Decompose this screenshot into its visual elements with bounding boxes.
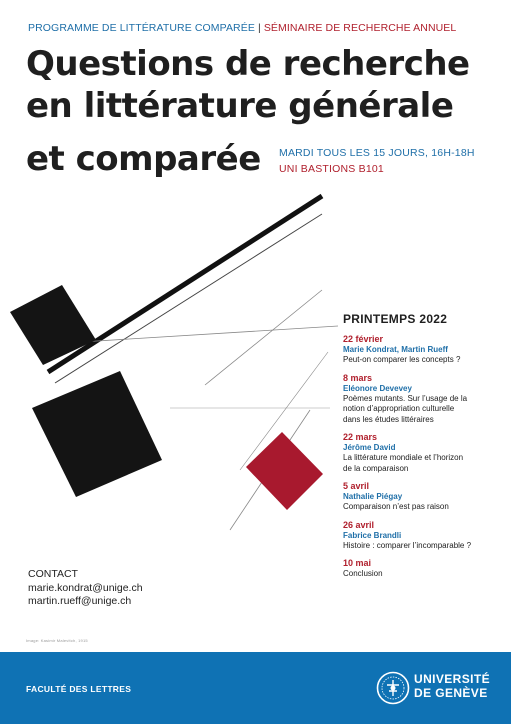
university-name xyxy=(414,672,490,700)
title-line-3: et comparée xyxy=(26,139,261,179)
university-seal-icon xyxy=(376,671,410,705)
header-separator: | xyxy=(257,22,261,34)
session-topic: Peut-on comparer les concepts ? xyxy=(343,355,461,364)
session-topic: La littérature mondiale et l’horizon xyxy=(343,453,464,462)
session-item xyxy=(343,334,503,366)
session-speaker: Eléonore Devevey xyxy=(343,383,412,393)
contact-email-2[interactable]: martin.rueff@unige.ch xyxy=(28,595,132,607)
artwork-thick-diagonal xyxy=(48,196,322,372)
session-date: 8 mars xyxy=(343,372,373,383)
university-name-line-2: DE GENÈVE xyxy=(414,686,488,700)
artwork-black-square-large xyxy=(32,371,162,497)
session-date: 22 mars xyxy=(343,432,378,442)
artwork-thin-diagonal-1 xyxy=(55,214,322,383)
session-topic: Histoire : comparer l’incomparable ? xyxy=(343,540,472,550)
title-line-1: Questions de recherche xyxy=(26,44,470,84)
session-topic: Poèmes mutants. Sur l’usage de la xyxy=(343,393,468,403)
session-topic: notion d’appropriation culturelle xyxy=(343,404,455,413)
session-item xyxy=(343,520,503,552)
programme-label: PROGRAMME DE LITTÉRATURE COMPARÉE xyxy=(28,22,255,34)
season-title: PRINTEMPS 2022 xyxy=(343,312,448,326)
artwork-black-square-small xyxy=(10,285,96,365)
session-speaker: Jérôme David xyxy=(343,443,396,452)
session-topic: Comparaison n’est pas raison xyxy=(343,502,449,511)
session-date: 26 avril xyxy=(343,519,375,530)
footer-bar xyxy=(0,652,511,724)
session-topic: dans les études littéraires xyxy=(343,414,434,424)
programme-header xyxy=(28,22,456,34)
session-item xyxy=(343,481,503,513)
image-credit: Image: Kasimir Malevitch, 1915 xyxy=(26,638,88,643)
session-topic: Conclusion xyxy=(343,569,383,578)
session-item xyxy=(343,373,503,426)
session-item xyxy=(343,432,503,474)
session-speaker: Nathalie Piégay xyxy=(343,492,403,501)
session-list xyxy=(343,334,503,587)
university-name-line-1: UNIVERSITÉ xyxy=(414,672,491,686)
contact-label: CONTACT xyxy=(28,568,78,580)
contact-email-1[interactable]: marie.kondrat@unige.ch xyxy=(28,581,143,594)
session-topic: de la comparaison xyxy=(343,463,409,473)
session-date: 22 février xyxy=(343,334,384,344)
session-date: 10 mai xyxy=(343,558,372,568)
session-speaker: Marie Kondrat, Martin Rueff xyxy=(343,345,448,354)
artwork-thin-line-3 xyxy=(205,290,322,385)
faculty-label: FACULTÉ DES LETTRES xyxy=(26,684,132,694)
schedule-time: MARDI TOUS LES 15 JOURS, 16H-18H xyxy=(279,147,475,159)
session-item xyxy=(343,558,503,580)
session-speaker: Fabrice Brandli xyxy=(343,530,402,540)
session-date: 5 avril xyxy=(343,481,370,491)
schedule-room: UNI BASTIONS B101 xyxy=(279,163,384,175)
contact-block xyxy=(28,568,143,609)
seminar-label: SÉMINAIRE DE RECHERCHE ANNUEL xyxy=(263,22,457,34)
title-line-2: en littérature générale xyxy=(26,86,454,126)
artwork-red-square xyxy=(246,432,323,510)
